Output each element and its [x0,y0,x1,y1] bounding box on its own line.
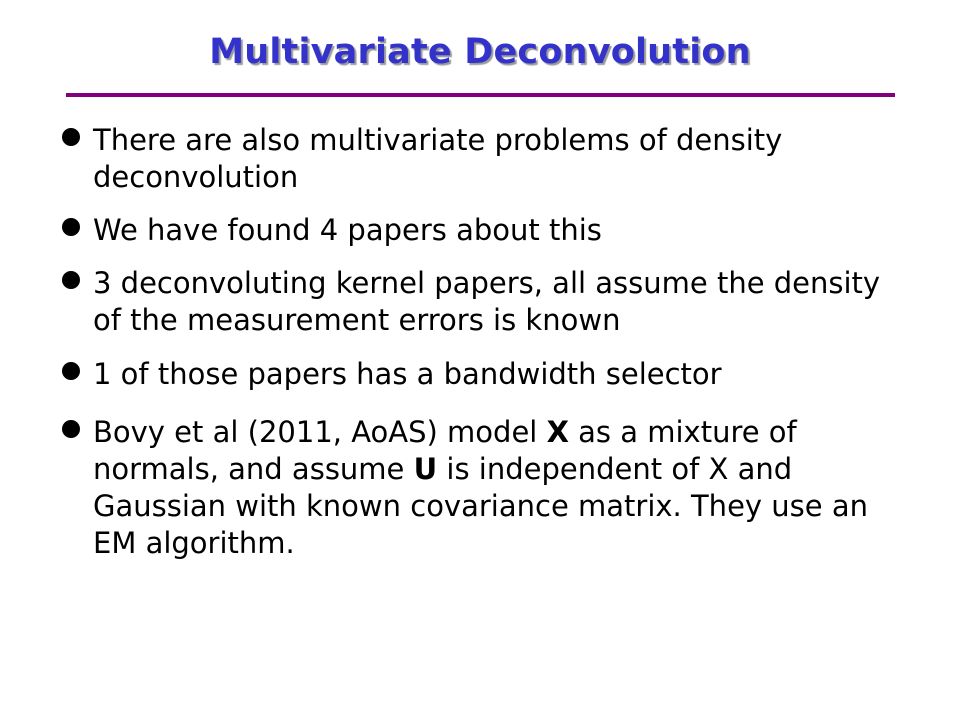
bullet-dot-icon [62,271,80,289]
bullet-text: 1 of those papers has a bandwidth selector [93,357,722,391]
bullet-item [62,356,912,393]
bullet-dot-icon [62,218,80,236]
bullet-text-part: is independent of X and Gaussian with known covariance matrix. They use an EM algorithm. [93,452,868,560]
bullet-text-part: Bovy et al (2011, AoAS) model [93,415,547,449]
bullet-dot-icon [62,128,80,146]
title-divider [66,93,895,97]
bullet-item [62,265,912,339]
bullet-dot-icon [62,420,80,438]
bullet-text [93,415,868,560]
bullet-item [62,212,912,249]
bullet-dot-icon [62,362,80,380]
variable-u: U [413,452,438,486]
bullet-text: We have found 4 papers about this [93,213,602,247]
slide-title: Multivariate Deconvolution [209,32,751,72]
bullet-item [62,122,912,196]
bullet-text: 3 deconvoluting kernel papers, all assume the density of the measurement errors is known [93,266,881,337]
bullet-text: There are also multivariate problems of density deconvolution [93,123,783,194]
bullet-item [62,414,912,562]
bullet-text-part: as a mixture of normals, and assume [93,415,797,486]
bullet-list [62,122,912,583]
variable-x: X [546,415,569,449]
